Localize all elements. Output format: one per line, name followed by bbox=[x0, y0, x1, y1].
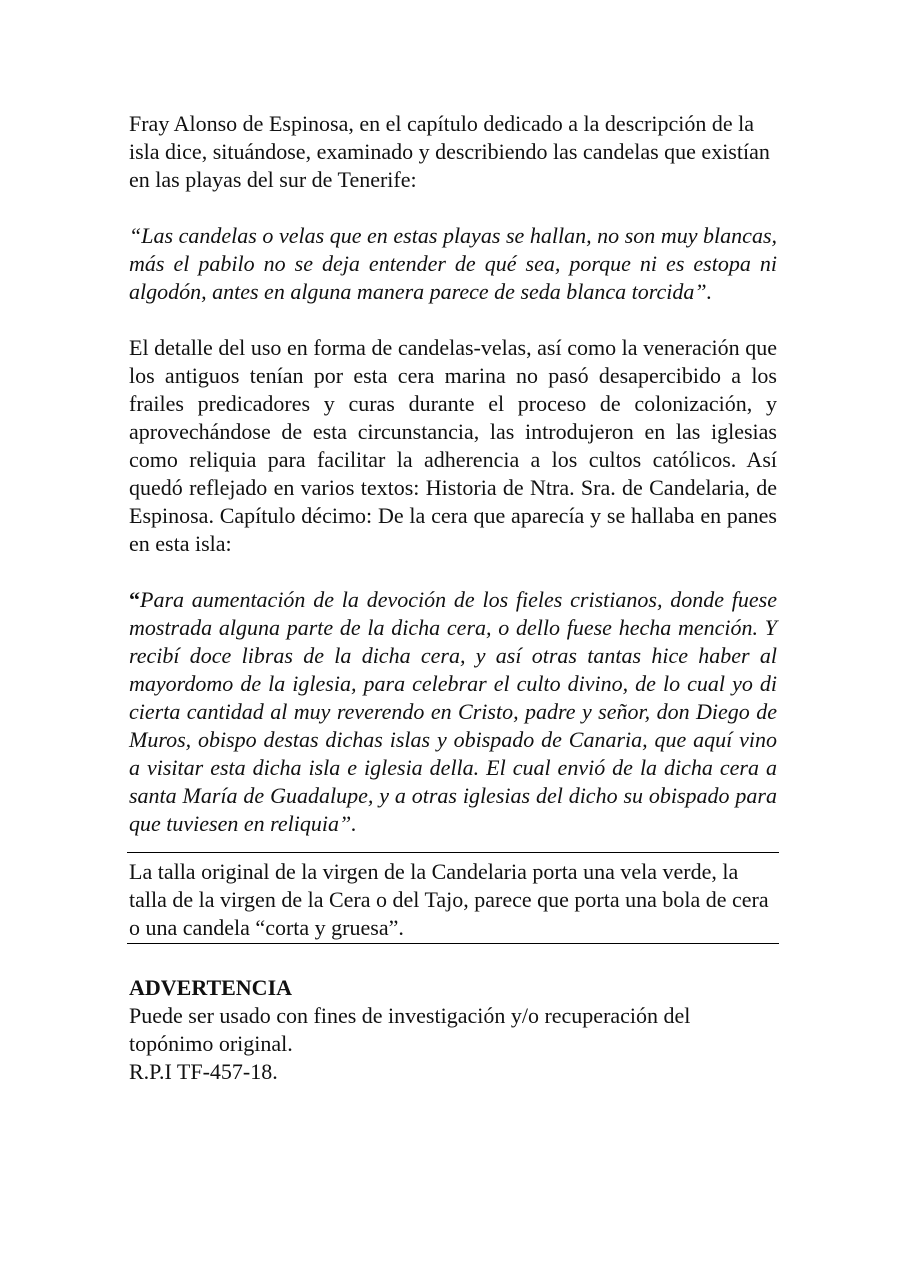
boxed-note-text: La talla original de la virgen de la Candelaria porta una vela verde, la talla de la virgen de la Cera o del Tajo, parece que porta una bola de cera o una candela “corta y gruesa”. bbox=[129, 859, 769, 940]
intro-paragraph: Fray Alonso de Espinosa, en el capítulo dedicado a la descripción de la isla dice, situándose, examinado y describiendo las candelas que existían en las playas del sur de Tenerife: bbox=[129, 111, 770, 192]
warning-text: Puede ser usado con fines de investigación y/o recuperación del topónimo original. bbox=[129, 1003, 691, 1056]
quote-open-mark: “ bbox=[129, 587, 140, 612]
quote-devotion-text: Para aumentación de la devoción de los fieles cristianos, donde fuese mostrada alguna parte de la dicha cera, o dello fuese hecha mención. Y recibí doce libras de la dicha cera, y así otras tantas hice haber al mayordomo de la iglesia, para celebrar el culto divino, de lo cual yo di cierta cantidad al muy reverendo en Cristo, padre y señor, don Diego de Muros, obispo destas dichas islas y obispado de Canaria, que aquí vino a visitar esta dicha isla e iglesia della. El cual envió de la dicha cera a santa María de Guadalupe, y a otras iglesias del dicho su obispado para que tuviesen en reliquia”. bbox=[129, 587, 777, 836]
warning-reference: R.P.I TF-457-18. bbox=[129, 1059, 278, 1084]
document-page bbox=[129, 110, 777, 1086]
warning-title: ADVERTENCIA bbox=[129, 975, 293, 1000]
espinosa-quote-devotion bbox=[129, 586, 777, 838]
warning-section bbox=[129, 974, 777, 1086]
body-paragraph-veneration: El detalle del uso en forma de candelas-velas, así como la veneración que los antiguos tenían por esta cera marina no pasó desapercibido a los frailes predicadores y curas durante el proceso de colonización, y aprovechándose de esta circunstancia, las introdujeron en las iglesias como reliquia para facilitar la adherencia a los cultos católicos. Así quedó reflejado en varios textos: Historia de Ntra. Sra. de Candelaria, de Espinosa. Capítulo décimo: De la cera que aparecía y se hallaba en panes en esta isla: bbox=[129, 335, 777, 556]
espinosa-quote-candelas: “Las candelas o velas que en estas playas se hallan, no son muy blancas, más el pabilo no se deja entender de qué sea, porque ni es estopa ni algodón, antes en alguna manera parece de seda blanca torcida”. bbox=[129, 223, 777, 304]
boxed-note bbox=[127, 852, 779, 944]
